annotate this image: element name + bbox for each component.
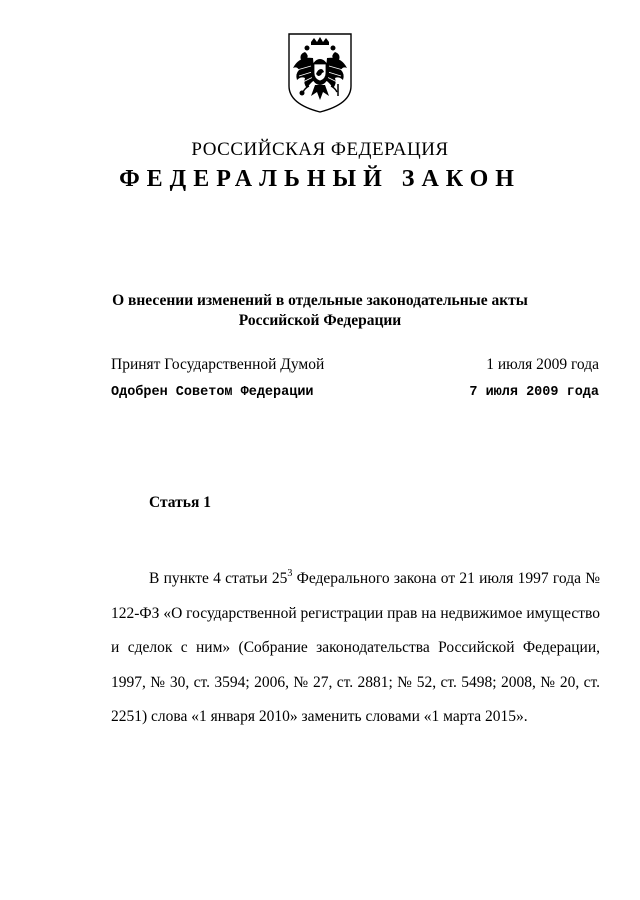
double-headed-eagle-emblem-icon bbox=[285, 30, 355, 114]
approved-label: Одобрен Советом Федерации bbox=[111, 385, 314, 400]
law-title-line-1: О внесении изменений в отдельные законодательные акты bbox=[112, 292, 528, 309]
article-superscript: 3 bbox=[287, 567, 293, 579]
article-text-part-2: Федерального закона от 21 июля 1997 года № 122-ФЗ «О государственной регистрации прав на недвижимое имущество и сделок с ним» (Собрание законодательства Российской Федерации, 1997, № 30, ст. 3594; 2006, № 27, ст. 2881; № 52, ст. 5498; 2008, № 20, ст. 2251) слова «1 января 2010» заменить словами «1 марта 2015». bbox=[111, 570, 600, 725]
adopted-label: Принят Государственной Думой bbox=[111, 356, 325, 373]
law-title bbox=[80, 291, 560, 331]
article-text bbox=[111, 562, 600, 735]
law-title-line-2: Российской Федерации bbox=[238, 312, 402, 329]
approved-row bbox=[111, 385, 599, 400]
law-type-text: ФЕДЕРАЛЬНЫЙ ЗАКОН bbox=[119, 166, 521, 192]
adopted-date: 1 июля 2009 года bbox=[486, 356, 599, 373]
country-name: РОССИЙСКАЯ ФЕДЕРАЦИЯ bbox=[191, 139, 449, 160]
article-text-part-1: В пункте 4 статьи 25 bbox=[149, 570, 288, 587]
law-type-heading bbox=[0, 166, 640, 193]
article-heading: Статья 1 bbox=[149, 494, 211, 511]
approved-date: 7 июля 2009 года bbox=[469, 385, 599, 400]
adopted-row bbox=[111, 356, 599, 374]
